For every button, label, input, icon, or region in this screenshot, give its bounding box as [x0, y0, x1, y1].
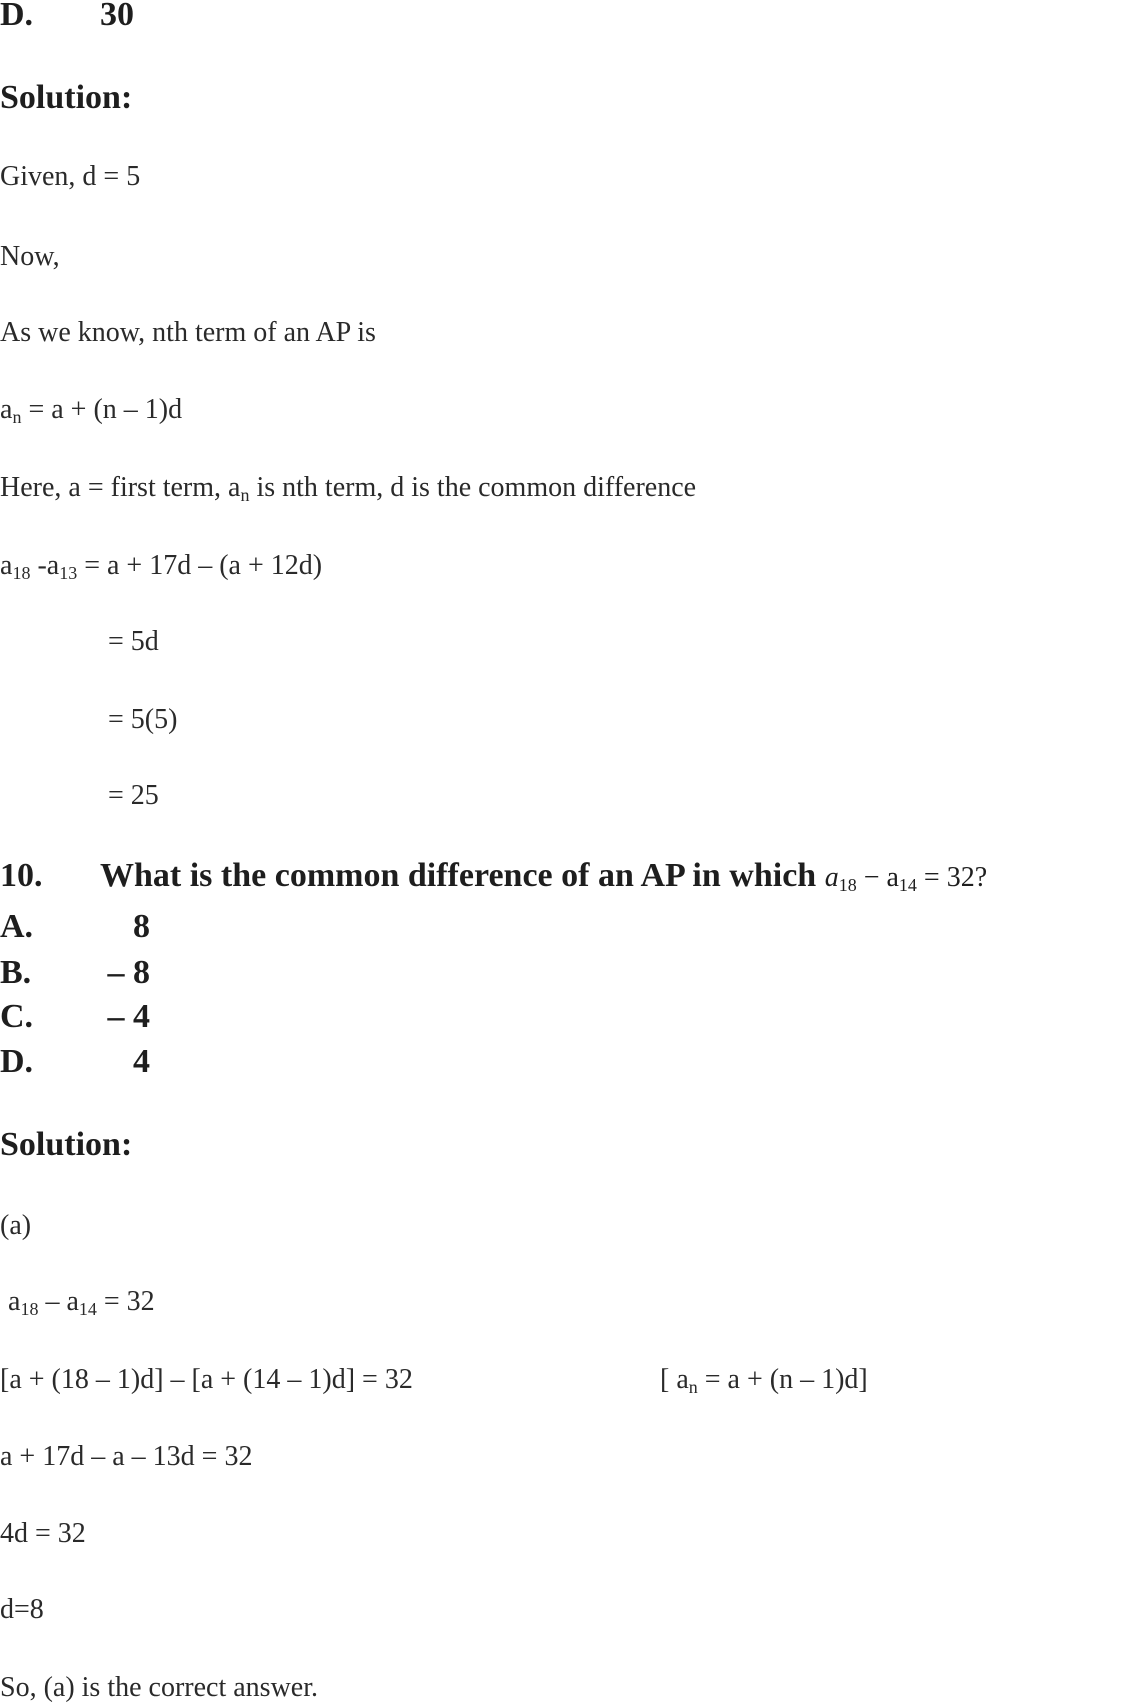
- here-sub: n: [240, 485, 250, 505]
- here-text: [0, 471, 696, 505]
- option-b: [0, 953, 150, 993]
- option-key: D.: [0, 1043, 34, 1080]
- diff-text: [0, 549, 322, 583]
- note-pre: [ a: [660, 1364, 689, 1395]
- note-post: = a + (n – 1)d]: [697, 1364, 868, 1395]
- eq1: [8, 1285, 155, 1319]
- formula-rest: = a + (n – 1)d: [21, 394, 183, 425]
- eq2: [a + (18 – 1)d] – [a + (14 – 1)d] = 32: [0, 1364, 413, 1395]
- here-pre: Here, a = first term, a: [0, 472, 241, 503]
- answer-text: (a): [0, 1210, 32, 1241]
- question-10: [0, 856, 987, 898]
- question-text: What is the common difference of an AP in which: [100, 857, 817, 894]
- eq1-a1: a: [8, 1286, 21, 1317]
- note-sub: n: [688, 1377, 698, 1397]
- step-2: = 5(5): [108, 704, 178, 735]
- option-value: – 4: [107, 998, 150, 1035]
- formula-var: a: [0, 394, 13, 425]
- eq1-s1: 18: [20, 1299, 39, 1319]
- prev-option-d: [0, 0, 134, 35]
- conclusion: So, (a) is the correct answer.: [0, 1672, 318, 1703]
- here-post: is nth term, d is the common difference: [249, 472, 697, 503]
- eq2-row: [0, 1363, 1126, 1397]
- option-c: [0, 997, 150, 1037]
- diff-mid: -a: [30, 550, 60, 581]
- now-text: Now,: [0, 241, 60, 272]
- eq3: a + 17d – a – 13d = 32: [0, 1441, 253, 1472]
- eq5: d=8: [0, 1594, 44, 1625]
- know-text: As we know, nth term of an AP is: [0, 317, 376, 348]
- option-a: [0, 907, 150, 947]
- eq4: 4d = 32: [0, 1518, 86, 1549]
- option-key: C.: [0, 998, 34, 1035]
- step-1: = 5d: [108, 626, 159, 657]
- option-d: [0, 1042, 150, 1082]
- eq2-note: [660, 1363, 868, 1397]
- given-text: Given, d = 5: [0, 161, 141, 192]
- formula-sub: n: [12, 407, 22, 427]
- eq1-rest: = 32: [96, 1286, 155, 1317]
- question-number: 10.: [0, 857, 43, 894]
- eq1-s2: 14: [78, 1299, 97, 1319]
- option-value: 30: [100, 0, 134, 33]
- option-key: B.: [0, 954, 32, 991]
- formula-text: [0, 393, 182, 427]
- step-3: = 25: [108, 780, 159, 811]
- solution-heading-2: Solution:: [0, 1126, 133, 1163]
- expr-a1: a: [824, 862, 839, 893]
- question-expr: [825, 862, 987, 893]
- expr-s1: 18: [838, 875, 857, 895]
- option-key: A.: [0, 908, 34, 945]
- option-value: 4: [133, 1043, 150, 1080]
- eq1-mid: – a: [38, 1286, 79, 1317]
- expr-mid: − a: [856, 862, 899, 893]
- diff-s2: 13: [59, 563, 78, 583]
- option-value: 8: [133, 908, 150, 945]
- option-key: D.: [0, 0, 34, 33]
- expr-s2: 14: [898, 875, 917, 895]
- diff-a1: a: [0, 550, 13, 581]
- diff-s1: 18: [12, 563, 31, 583]
- diff-rest: = a + 17d – (a + 12d): [77, 550, 323, 581]
- solution-heading: Solution:: [0, 79, 133, 116]
- option-value: – 8: [107, 954, 150, 991]
- expr-rest: = 32?: [916, 862, 988, 893]
